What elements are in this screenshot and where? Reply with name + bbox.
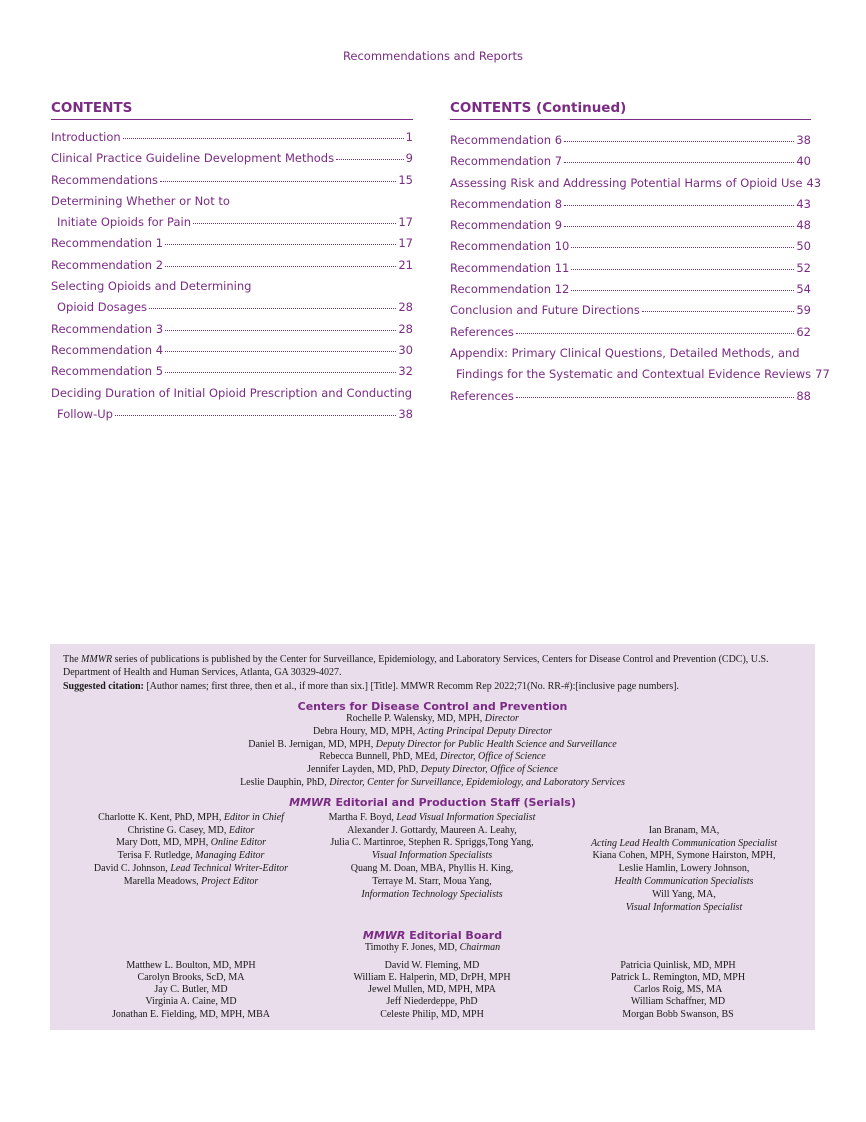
toc-entry-label: Follow-Up <box>57 406 113 421</box>
staff-member-name: Alexander J. Gottardy, Maureen A. Leahy, <box>347 824 517 836</box>
board-member: David W. Fleming, MD <box>384 959 480 971</box>
toc-entry-label: Clinical Practice Guideline Development Methods <box>51 151 335 166</box>
cdc-person-name: Leslie Dauphin, PhD, <box>240 776 330 788</box>
staff-member <box>299 837 565 850</box>
cdc-person-role: Director <box>484 713 519 724</box>
toc-entry[interactable] <box>51 233 413 254</box>
staff-member-role: Managing Editor <box>195 850 265 862</box>
cdc-person-role: Deputy Director, Office of Science <box>420 764 558 776</box>
pub-note-post: series of publications is published by the Center for Surveillance, Epidemiology, and Laboratory Services, Centers for Disease Control and Prevention (CDC), U.S. Department of Health and Human Services, Atlanta, GA 30329-4027. <box>63 654 769 678</box>
pub-note-mmwr: MMWR <box>81 654 113 665</box>
toc-entry-label: Findings for the Systematic and Contextual Evidence Reviews <box>456 367 812 382</box>
toc-entry[interactable] <box>51 148 413 169</box>
board-member: William Schaffner, MD <box>630 996 726 1008</box>
staff-member-role: Lead Technical Writer-Editor <box>170 862 289 874</box>
toc-leader-dots <box>160 171 396 182</box>
staff-member-name: Will Yang, MA, <box>652 888 716 900</box>
staff-title-rest: Editorial and Production Staff (Serials) <box>331 795 576 809</box>
toc-leader-dots <box>165 341 396 352</box>
board-member: Patricia Quinlisk, MD, MPH <box>620 959 736 971</box>
toc-entry-label: Initiate Opioids for Pain <box>57 215 192 230</box>
staff-column-2 <box>299 812 565 902</box>
cdc-person-role: Acting Principal Deputy Director <box>417 725 552 737</box>
staff-member <box>63 850 319 863</box>
toc-entry-label: Recommendation 11 <box>450 260 570 275</box>
cdc-person-role: Deputy Director for Public Health Science and Surveillance <box>375 738 617 750</box>
toc-leader-dots <box>642 301 795 312</box>
staff-member <box>553 825 815 838</box>
toc-entry-label: References <box>450 388 514 403</box>
staff-member-role: Editor in Chief <box>223 811 284 823</box>
cdc-person <box>63 739 802 752</box>
staff-member-name: Christine G. Casey, MD, <box>127 824 229 836</box>
toc-entry[interactable] <box>450 194 811 215</box>
toc-leader-dots <box>165 234 396 245</box>
board-member: Morgan Bobb Swanson, BS <box>622 1008 734 1020</box>
toc-entry-page: 43 <box>806 175 822 190</box>
toc-entry-label: Recommendation 5 <box>51 364 164 379</box>
pub-note-pre: The <box>63 654 82 665</box>
staff-member <box>299 889 565 902</box>
toc-leader-dots <box>336 149 404 160</box>
toc-entry-page: 1 <box>405 130 413 144</box>
cdc-person-name: Rebecca Bunnell, PhD, MEd, <box>319 751 441 763</box>
running-head: Recommendations and Reports <box>342 49 524 63</box>
suggested-citation <box>63 680 802 693</box>
toc-left <box>51 100 413 425</box>
toc-entry[interactable] <box>450 151 811 172</box>
toc-entry-page: 30 <box>398 342 413 357</box>
staff-member-name: Charlotte K. Kent, PhD, MPH, <box>98 811 224 823</box>
citation-text: [Author names; first three, then et al., if more than six.] [Title]. MMWR Recomm Rep 2022;71(No. RR-#):[inclusive page numbers]. <box>143 681 679 692</box>
toc-entry-page: 17 <box>398 215 413 230</box>
toc-entry[interactable] <box>51 127 413 148</box>
cdc-person-name: Jennifer Layden, MD, PhD, <box>307 764 421 776</box>
staff-member-role: Editor <box>228 824 255 836</box>
toc-entry-label: Recommendation 9 <box>450 218 563 233</box>
board-title-mmwr: MMWR <box>362 928 406 942</box>
toc-entry[interactable] <box>51 297 413 318</box>
toc-heading: CONTENTS <box>51 100 413 120</box>
toc-leader-dots <box>564 195 794 206</box>
toc-entry[interactable] <box>51 255 413 276</box>
staff-member-role: Information Technology Specialists <box>361 888 503 900</box>
masthead-box <box>50 644 815 1030</box>
toc-leader-dots <box>115 405 396 416</box>
staff-member <box>63 863 319 876</box>
toc-entry[interactable] <box>51 361 413 382</box>
board-member: Virginia A. Caine, MD <box>145 996 237 1008</box>
staff-member <box>63 812 319 825</box>
staff-member <box>299 863 565 876</box>
staff-member <box>553 850 815 863</box>
toc-leader-dots <box>516 323 794 334</box>
toc-leader-dots <box>564 216 794 227</box>
citation-label: Suggested citation: <box>63 681 144 692</box>
staff-columns <box>63 809 802 919</box>
toc-leader-dots <box>571 280 794 291</box>
toc-entry-label: Introduction <box>51 130 121 144</box>
staff-member <box>553 902 815 915</box>
staff-member-name: Marella Meadows, <box>123 875 202 887</box>
toc-entry-page: 9 <box>405 151 413 166</box>
toc-entry-label: Recommendations <box>51 172 159 187</box>
staff-member <box>63 825 319 838</box>
cdc-person <box>63 764 802 777</box>
toc-leader-dots <box>165 362 396 373</box>
cdc-person <box>63 751 802 764</box>
board-column-1 <box>63 960 319 1021</box>
staff-member-role: Lead Visual Information Specialist <box>396 811 536 823</box>
staff-member-name: Terraye M. Starr, Moua Yang, <box>372 875 492 887</box>
toc-entry[interactable] <box>51 340 413 361</box>
cdc-person-role: Director, Office of Science <box>440 751 546 763</box>
toc-entry-label: Recommendation 2 <box>51 257 164 272</box>
toc-leader-dots <box>165 256 396 267</box>
cdc-person <box>63 777 802 790</box>
board-member: Jay C. Butler, MD <box>154 984 228 996</box>
toc-entry-label: Recommendation 6 <box>450 133 563 147</box>
staff-member-role: Project Editor <box>201 875 259 887</box>
toc-right <box>450 100 830 407</box>
staff-member-role: Online Editor <box>210 837 266 849</box>
board-chair-name: Timothy F. Jones, MD, <box>364 941 460 953</box>
staff-member <box>553 863 815 876</box>
board-chair <box>63 942 802 955</box>
toc-entry-label: Recommendation 8 <box>450 196 563 211</box>
toc-entry-page: 15 <box>398 172 413 187</box>
staff-title-mmwr: MMWR <box>289 795 332 809</box>
staff-member <box>299 876 565 889</box>
staff-member-role: Acting Lead Health Communication Specialist <box>590 837 778 849</box>
toc-leader-dots <box>165 320 396 331</box>
staff-member <box>553 889 815 902</box>
toc-entry[interactable] <box>450 343 811 364</box>
board-member: William E. Halperin, MD, DrPH, MPH <box>353 971 511 983</box>
toc-entry[interactable] <box>450 130 811 151</box>
toc-entry[interactable] <box>450 173 822 194</box>
toc-entry-page: 38 <box>398 406 413 421</box>
publication-note <box>63 653 802 679</box>
toc-entry-page: 48 <box>796 218 811 233</box>
toc-entry[interactable] <box>51 383 413 404</box>
cdc-title: Centers for Disease Control and Prevention <box>297 700 568 713</box>
toc-entry[interactable] <box>450 258 811 279</box>
cdc-person <box>63 726 802 739</box>
toc-entry-page: 88 <box>796 388 811 403</box>
staff-member-name: Mary Dott, MD, MPH, <box>115 837 211 849</box>
toc-entry[interactable] <box>450 215 811 236</box>
toc-entry[interactable] <box>450 236 811 257</box>
cdc-person-role: Director, Center for Surveillance, Epidemiology, and Laboratory Services <box>329 776 625 788</box>
toc-entry[interactable] <box>51 170 413 191</box>
board-title <box>63 929 802 942</box>
staff-member <box>553 876 815 889</box>
toc-entry-page: 40 <box>796 154 811 169</box>
toc-entry-page: 62 <box>796 324 811 339</box>
board-member: Jeff Niederdeppe, PhD <box>386 996 478 1008</box>
toc-entry-label: Recommendation 12 <box>450 282 570 297</box>
toc-leader-dots <box>571 237 794 248</box>
staff-member <box>299 825 565 838</box>
board-member: Carolyn Brooks, ScD, MA <box>137 971 245 983</box>
board-member: Matthew L. Boulton, MD, MPH <box>126 959 256 971</box>
staff-member-role: Health Communication Specialists <box>614 875 754 887</box>
toc-entry-label: Recommendation 1 <box>51 236 164 251</box>
toc-entry-page: 77 <box>815 367 830 382</box>
toc-entry-label: References <box>450 324 514 339</box>
board-column-3 <box>547 960 809 1021</box>
toc-entry-label: Deciding Duration of Initial Opioid Prescription and Conducting <box>51 385 413 400</box>
toc-entry[interactable] <box>450 364 830 385</box>
board-member: Patrick L. Remington, MD, MPH <box>610 971 746 983</box>
toc-entry-label: Assessing Risk and Addressing Potential Harms of Opioid Use <box>450 175 803 190</box>
toc-entry-page: 50 <box>796 239 811 254</box>
toc-entry-page: 43 <box>796 196 811 211</box>
toc-entry-page: 21 <box>398 257 413 272</box>
toc-entry-label: Determining Whether or Not to <box>51 193 230 208</box>
staff-member <box>299 850 565 863</box>
toc-entry-page: 32 <box>398 364 413 379</box>
staff-member-name: Leslie Hamlin, Lowery Johnson, <box>618 863 750 875</box>
toc-entry[interactable] <box>450 300 811 321</box>
staff-member-name: Terisa F. Rutledge, <box>117 850 196 862</box>
cdc-person <box>63 713 802 726</box>
staff-member <box>63 837 319 850</box>
staff-member-name: Ian Branam, MA, <box>648 824 720 836</box>
board-chair-role: Chairman <box>459 941 501 953</box>
toc-entry-page: 17 <box>398 236 413 251</box>
staff-column-1 <box>63 812 319 889</box>
board-member: Celeste Philip, MD, MPH <box>380 1008 484 1020</box>
staff-member-name: Martha F. Boyd, <box>328 811 397 823</box>
toc-entry[interactable] <box>450 322 811 343</box>
toc-leader-dots <box>564 152 794 163</box>
toc-entry-label: Recommendation 7 <box>450 154 563 169</box>
toc-leader-dots <box>149 298 396 309</box>
staff-member-role: Visual Information Specialists <box>371 850 493 862</box>
cdc-person-name: Debra Houry, MD, MPH, <box>313 725 418 737</box>
cdc-people-list <box>63 713 802 790</box>
board-member: Jonathan E. Fielding, MD, MPH, MBA <box>111 1008 271 1020</box>
toc-entry-page: 38 <box>796 133 811 147</box>
toc-entry-page: 28 <box>398 300 413 315</box>
toc-entry[interactable] <box>450 386 811 407</box>
toc-entry-label: Recommendation 10 <box>450 239 570 254</box>
toc-leader-dots <box>571 259 794 270</box>
staff-member-role: Visual Information Specialist <box>625 901 743 913</box>
toc-entry[interactable] <box>51 191 413 212</box>
toc-entry-page: 52 <box>796 260 811 275</box>
toc-right-list <box>450 130 830 407</box>
staff-member <box>553 838 815 851</box>
staff-member-name: David C. Johnson, <box>93 862 171 874</box>
toc-entry-page: 54 <box>796 282 811 297</box>
toc-entry-label: Opioid Dosages <box>57 300 148 315</box>
staff-member <box>63 876 319 889</box>
toc-entry-label: Conclusion and Future Directions <box>450 303 640 318</box>
toc-entry-page: 28 <box>398 321 413 336</box>
toc-entry-label: Recommendation 3 <box>51 321 164 336</box>
toc-entry-page: 59 <box>796 303 811 318</box>
toc-entry[interactable] <box>51 404 413 425</box>
board-member: Carlos Roig, MS, MA <box>633 984 723 996</box>
board-columns <box>63 955 802 1020</box>
toc-entry[interactable] <box>450 279 811 300</box>
board-column-2 <box>299 960 565 1021</box>
toc-leader-dots <box>564 131 794 142</box>
staff-member-name: Julia C. Martinroe, Stephen R. Spriggs,Tong Yang, <box>330 837 534 849</box>
toc-entry[interactable] <box>51 319 413 340</box>
staff-title <box>63 796 802 809</box>
board-title-rest: Editorial Board <box>405 928 503 942</box>
toc-entry-label: Selecting Opioids and Determining <box>51 279 252 294</box>
toc-entry-label: Recommendation 4 <box>51 342 164 357</box>
toc-leader-dots <box>123 128 404 139</box>
staff-member <box>299 812 565 825</box>
staff-member-name: Quang M. Doan, MBA, Phyllis H. King, <box>350 862 514 874</box>
toc-leader-dots <box>516 387 794 398</box>
toc-left-list <box>51 127 413 425</box>
cdc-person-name: Daniel B. Jernigan, MD, MPH, <box>248 738 376 750</box>
toc-entry[interactable] <box>51 212 413 233</box>
cdc-person-name: Rochelle P. Walensky, MD, MPH, <box>346 713 485 724</box>
toc-entry[interactable] <box>51 276 413 297</box>
staff-member-name: Kiana Cohen, MPH, Symone Hairston, MPH, <box>592 850 776 862</box>
toc-continued-heading: CONTENTS (Continued) <box>450 100 811 120</box>
staff-column-3 <box>553 825 815 915</box>
board-member: Jewel Mullen, MD, MPH, MPA <box>368 984 496 996</box>
toc-leader-dots <box>193 213 396 224</box>
toc-entry-label: Appendix: Primary Clinical Questions, Detailed Methods, and <box>450 345 800 360</box>
